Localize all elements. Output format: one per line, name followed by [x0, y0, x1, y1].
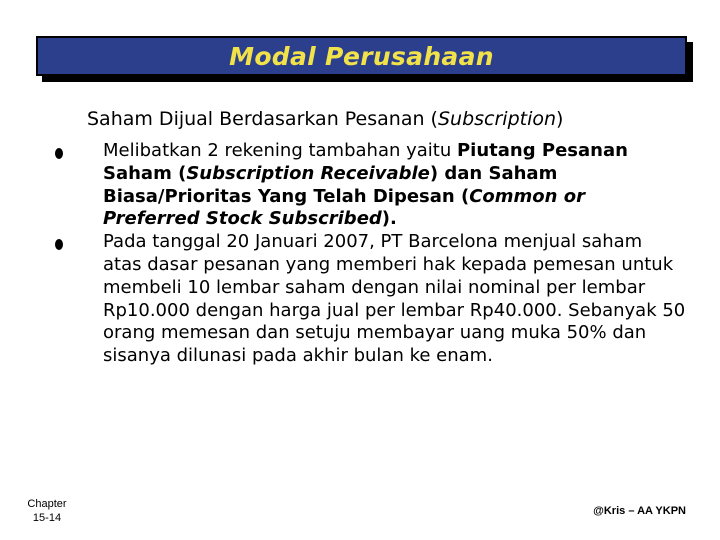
bullet-item-rekening	[46, 140, 686, 231]
chapter-footer	[18, 497, 76, 525]
slide-title: Modal Perusahaan	[229, 41, 494, 71]
bullet-1-bold: Piutang Pesanan Saham (	[103, 140, 628, 184]
chapter-number: 15-14	[32, 512, 62, 524]
bullet-dot-icon	[55, 239, 63, 250]
bullet-1-bold-italic: Subscription Receivable	[186, 162, 430, 184]
subtitle-prefix: Saham Dijual Berdasarkan Pesanan (	[87, 108, 438, 130]
title-bar	[36, 36, 687, 76]
chapter-label: Chapter	[27, 498, 67, 510]
bullet-dot-icon	[55, 148, 63, 159]
subtitle-suffix: )	[556, 108, 564, 130]
bullet-item-contoh	[46, 231, 686, 368]
subtitle-italic: Subscription	[437, 108, 557, 130]
bullet-1-text: Melibatkan 2 rekening tambahan yaitu	[103, 140, 457, 161]
bullet-2-text: Pada tanggal 20 Januari 2007, PT Barcelona menjual saham atas dasar pesanan yang memberi hak kepada pemesan untuk membeli 10 lembar saham dengan nilai nominal per lembar Rp10.000 dengan harga jual per lembar Rp40.000. Sebanyak 50 orang memesan dan setuju membayar uang muka 50% dan sisanya dilunasi pada akhir bulan ke enam.	[103, 231, 686, 367]
bullet-1-bold-italic-2: Common or Preferred Stock Subscribed	[103, 185, 585, 230]
credit-footer: @Kris – AA YKPN	[593, 505, 686, 517]
bullet-1-bold-2: ) dan Saham Biasa/Prioritas Yang Telah Dipesan (	[103, 162, 558, 207]
bullet-list	[46, 140, 686, 368]
bullet-1-bold-end: ).	[381, 208, 397, 230]
slide-subtitle	[87, 108, 563, 130]
